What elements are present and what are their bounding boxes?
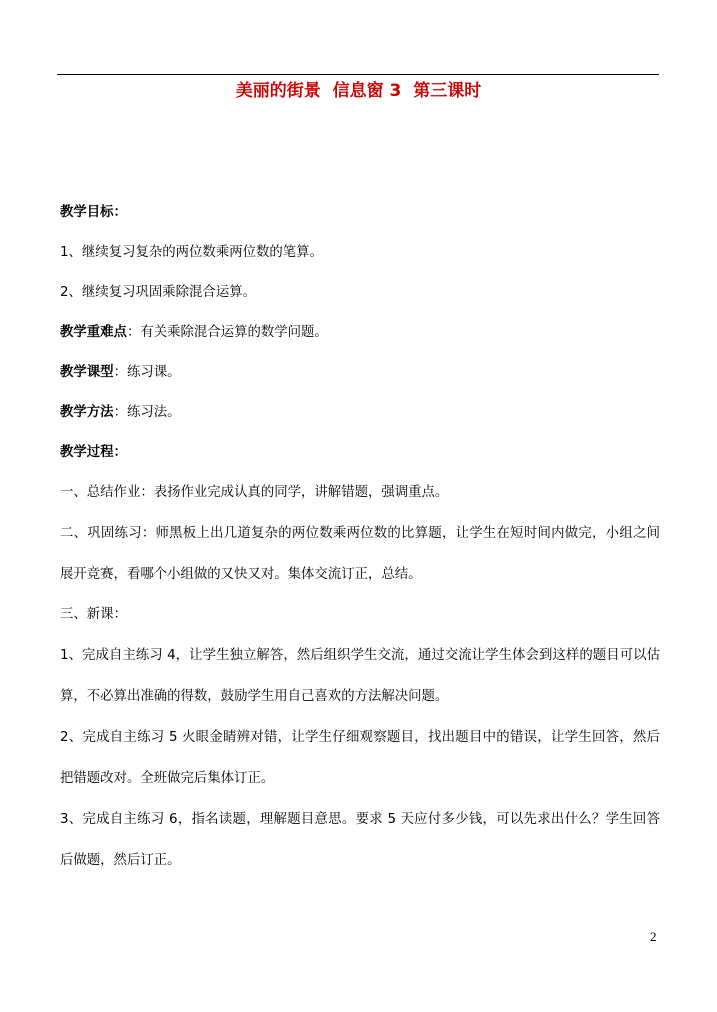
page-number: 2 — [650, 929, 657, 944]
goals-heading: 教学目标： — [60, 205, 127, 220]
teaching-method-line — [60, 403, 660, 423]
lesson-type-line — [60, 363, 660, 383]
goal-item-2: 2、继续复习巩固乘除混合运算。 — [60, 285, 256, 300]
key-points-text: ：有关乘除混合运算的数学问题。 — [126, 325, 328, 340]
lesson-type-text: ：练习课。 — [113, 365, 181, 380]
key-points-label: 教学重难点 — [60, 325, 127, 340]
lesson-type-label: 教学课型 — [60, 365, 114, 380]
process-step-1: 一、总结作业：表扬作业完成认真的同学，讲解错题，强调重点。 — [60, 485, 449, 500]
teaching-method-text: ：练习法。 — [113, 405, 181, 420]
process-heading: 教学过程： — [60, 445, 127, 460]
new-lesson-item-2: 2、完成自主练习 5 火眼金睛辨对错，让学生仔细观察题目，找出题目中的错误，让学生回答，然后把错题改对。全班做完后集体订正。 — [60, 730, 660, 786]
goal-item-1: 1、继续复习复杂的两位数乘两位数的笔算。 — [60, 245, 323, 260]
document-body — [60, 203, 660, 891]
process-step-2: 二、巩固练习：师黑板上出几道复杂的两位数乘两位数的比算题，让学生在短时间内做完，小组之间展开竞赛，看哪个小组做的又快又对。集体交流订正，总结。 — [60, 526, 660, 582]
new-lesson-item-1: 1、完成自主练习 4，让学生独立解答，然后组织学生交流，通过交流让学生体会到这样的题目可以估算，不必算出准确的得数，鼓励学生用自己喜欢的方法解决问题。 — [60, 648, 660, 704]
process-step-3: 三、新课： — [60, 607, 127, 622]
page-title: 美丽的街景 信息窗 3 第三课时 — [235, 81, 482, 101]
teaching-method-label: 教学方法 — [60, 405, 114, 420]
new-lesson-item-3: 3、完成自主练习 6，指名读题，理解题目意思。要求 5 天应付多少钱，可以先求出什么？学生回答后做题，然后订正。 — [60, 812, 660, 868]
header-rule — [57, 74, 659, 75]
key-points-line — [60, 323, 660, 343]
